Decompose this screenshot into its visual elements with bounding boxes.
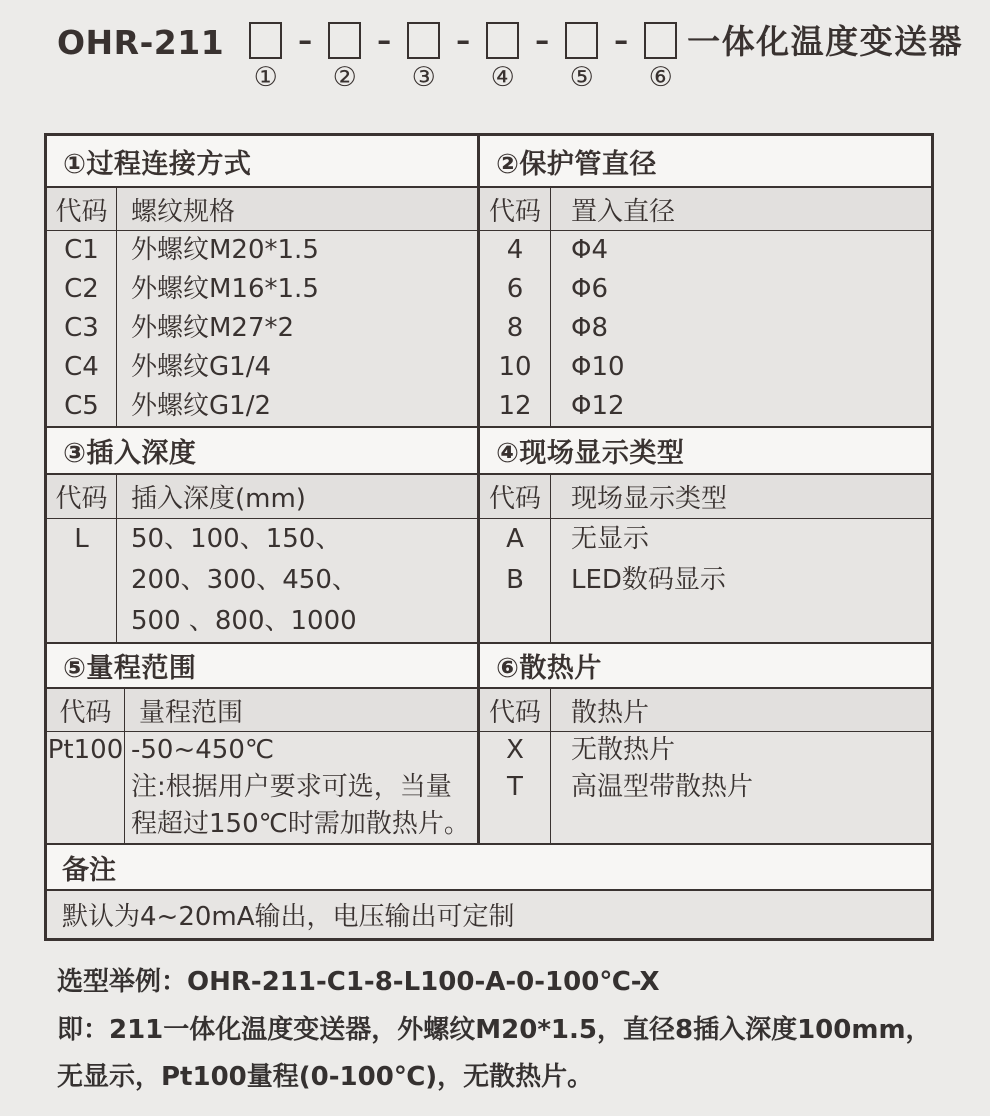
value-cell: 外螺纹G1/2: [131, 391, 271, 421]
code-column-header: 代码: [47, 475, 117, 518]
value-cell: Φ4: [571, 235, 609, 265]
code-cell: C5: [64, 391, 99, 421]
example-explanation: 即：211一体化温度变送器，外螺纹M20*1.5，直径8插入深度100mm，无显示，Pt100量程(0-100℃)，无散热片。: [57, 1015, 932, 1092]
section-title: ①过程连接方式: [47, 136, 477, 188]
section-subheader: [47, 689, 477, 732]
section-subheader: [480, 475, 931, 519]
model-slot-3: [407, 22, 440, 92]
code-column-header: 代码: [47, 689, 125, 731]
section-display-type: [480, 428, 931, 642]
section-title: ⑥散热片: [480, 644, 931, 689]
value-cell: 注:根据用户要求可选，当量: [131, 772, 452, 802]
section-title: ④现场显示类型: [480, 428, 931, 475]
value-cell: Φ10: [571, 352, 625, 382]
model-slot-2: [328, 22, 361, 92]
code-column-header: 代码: [480, 188, 551, 230]
section-data: [47, 231, 477, 426]
codes-column: [480, 231, 551, 426]
model-slot-number-4: ④: [490, 62, 515, 93]
code-cell: X: [506, 735, 524, 765]
model-prefix: OHR-211: [57, 23, 225, 62]
table-row-group-3: [47, 644, 931, 843]
value-cell: 高温型带散热片: [571, 772, 754, 802]
value-column-header: 散热片: [571, 697, 650, 728]
model-slot-box-5: [565, 22, 598, 59]
remark-title: 备注: [47, 845, 931, 891]
model-slot-6: [644, 22, 677, 92]
dash-separator: –: [614, 24, 629, 57]
product-name: 一体化温度变送器: [687, 22, 964, 61]
codes-column: [480, 519, 551, 642]
section-protection-tube-diameter: [480, 136, 931, 426]
code-column-header: 代码: [47, 188, 117, 230]
selection-example: [57, 962, 945, 1101]
model-designation: [57, 22, 963, 92]
section-title: ③插入深度: [47, 428, 477, 475]
codes-column: [480, 732, 551, 843]
value-cell: 无散热片: [571, 735, 676, 765]
section-heat-sink: [480, 644, 931, 843]
model-slot-1: [249, 22, 282, 92]
section-data: [480, 231, 931, 426]
value-cell: -50~450℃: [131, 735, 275, 765]
value-cell: 500 、800、1000: [131, 606, 357, 636]
code-cell: 4: [506, 235, 524, 265]
values-column: [551, 519, 931, 642]
model-slot-number-5: ⑤: [569, 62, 594, 93]
value-column-header: 螺纹规格: [131, 196, 236, 227]
value-cell: 外螺纹M20*1.5: [131, 235, 319, 265]
code-cell: 10: [498, 352, 532, 382]
table-row-group-1: [47, 136, 931, 428]
model-slot-5: [565, 22, 598, 92]
values-column: [551, 231, 931, 426]
value-cell: 无显示: [571, 524, 650, 554]
dash-separator: –: [298, 24, 313, 57]
model-slot-number-6: ⑥: [648, 62, 673, 93]
section-process-connection: [47, 136, 480, 426]
section-measuring-range: [47, 644, 480, 843]
value-column-header: 插入深度(mm): [131, 484, 306, 514]
code-cell: C2: [64, 274, 99, 304]
section-data: [47, 732, 477, 843]
code-cell: A: [506, 524, 524, 554]
model-slot-box-1: [249, 22, 282, 59]
code-cell: B: [506, 565, 524, 595]
section-title: ②保护管直径: [480, 136, 931, 188]
code-column-header: 代码: [480, 689, 551, 731]
section-data: [47, 519, 477, 642]
value-cell: 外螺纹M16*1.5: [131, 274, 319, 304]
value-cell: 程超过150℃时需加散热片。: [131, 809, 470, 839]
section-data: [480, 519, 931, 642]
code-cell: 12: [498, 391, 532, 421]
model-slot-4: [486, 22, 519, 92]
code-cell: 6: [506, 274, 524, 304]
section-data: [480, 732, 931, 843]
remark-section: [47, 843, 931, 938]
value-cell: 外螺纹G1/4: [131, 352, 271, 382]
selection-table: [44, 133, 934, 941]
code-cell: C1: [64, 235, 99, 265]
code-cell: T: [507, 772, 523, 802]
model-slot-box-2: [328, 22, 361, 59]
section-subheader: [480, 689, 931, 732]
model-slot-box-3: [407, 22, 440, 59]
value-cell: LED数码显示: [571, 565, 726, 595]
value-cell: 外螺纹M27*2: [131, 313, 295, 343]
code-cell: C4: [64, 352, 99, 382]
values-column: [551, 732, 931, 843]
values-column: [117, 231, 477, 426]
codes-column: [47, 732, 125, 843]
example-line: [57, 962, 945, 1002]
values-column: [125, 732, 477, 843]
example-value: OHR-211-C1-8-L100-A-0-100℃-X: [187, 967, 660, 997]
value-column-header: 量程范围: [139, 697, 244, 728]
model-slot-number-3: ③: [411, 62, 436, 93]
codes-column: [47, 519, 117, 642]
code-cell: 8: [506, 313, 524, 343]
value-cell: 50、100、150、: [131, 524, 342, 554]
model-slot-number-1: ①: [253, 62, 278, 93]
section-subheader: [480, 188, 931, 231]
dash-separator: –: [456, 24, 471, 57]
value-cell: Φ6: [571, 274, 609, 304]
values-column: [117, 519, 477, 642]
example-label: 选型举例：: [57, 967, 188, 997]
model-slot-number-2: ②: [332, 62, 357, 93]
table-row-group-2: [47, 428, 931, 644]
dash-separator: –: [377, 24, 392, 57]
code-cell: C3: [64, 313, 99, 343]
codes-column: [47, 231, 117, 426]
code-column-header: 代码: [480, 475, 551, 518]
model-slot-box-4: [486, 22, 519, 59]
section-subheader: [47, 188, 477, 231]
value-column-header: 置入直径: [571, 196, 676, 227]
section-insertion-depth: [47, 428, 480, 642]
dash-separator: –: [535, 24, 550, 57]
section-title: ⑤量程范围: [47, 644, 477, 689]
code-cell: L: [74, 524, 89, 554]
value-column-header: 现场显示类型: [571, 484, 728, 514]
remark-content: 默认为4~20mA输出，电压输出可定制: [62, 902, 515, 932]
model-slot-box-6: [644, 22, 677, 59]
model-slots: [249, 22, 677, 92]
value-cell: 200、300、450、: [131, 565, 358, 595]
section-subheader: [47, 475, 477, 519]
code-cell: Pt100: [47, 735, 124, 765]
value-cell: Φ12: [571, 391, 625, 421]
value-cell: Φ8: [571, 313, 609, 343]
